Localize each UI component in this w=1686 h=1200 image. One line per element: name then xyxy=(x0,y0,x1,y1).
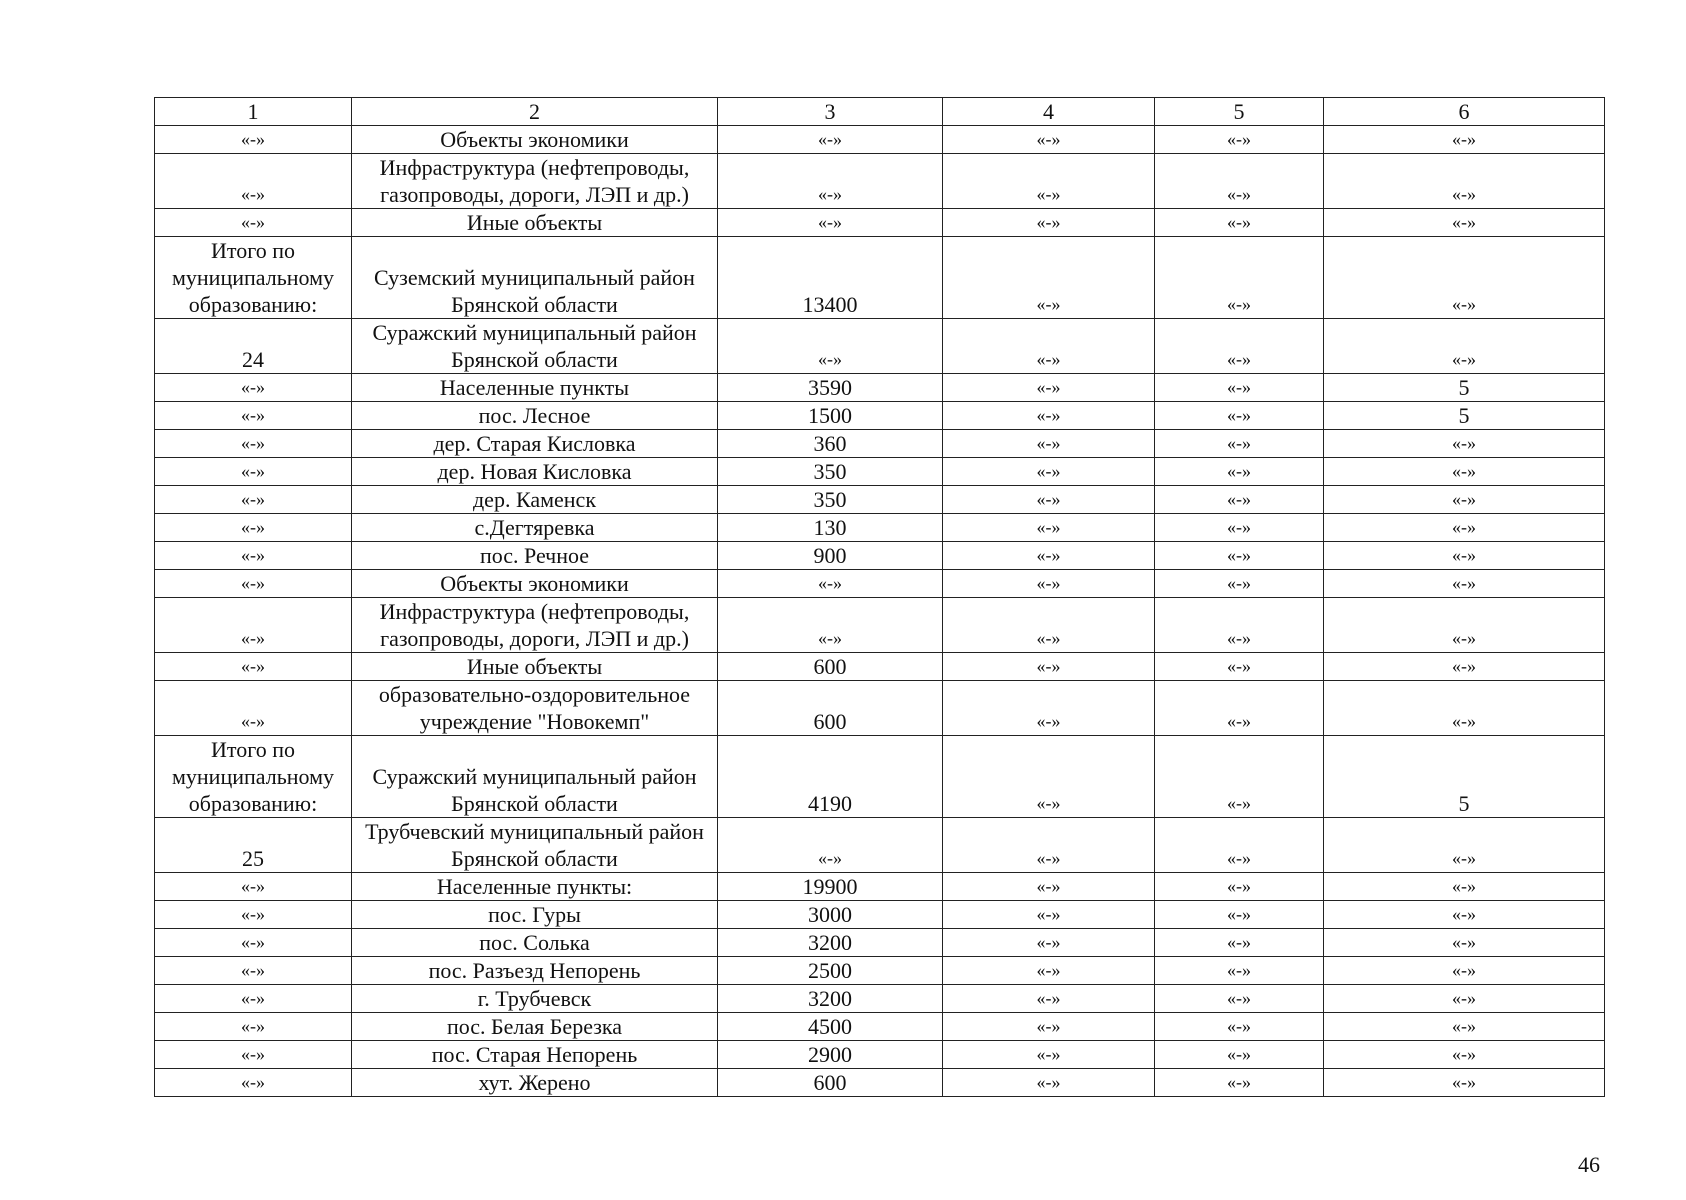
table-cell: 5 xyxy=(1324,402,1605,430)
table-cell: 2900 xyxy=(718,1041,943,1069)
table-row xyxy=(155,237,1605,319)
table-cell: «-» xyxy=(943,319,1155,374)
header-cell: 5 xyxy=(1155,98,1324,126)
header-row xyxy=(155,98,1605,126)
table-cell: «-» xyxy=(155,873,352,901)
table-cell: «-» xyxy=(1155,154,1324,209)
table-cell: дер. Каменск xyxy=(352,486,718,514)
table-cell: 600 xyxy=(718,681,943,736)
table-cell: «-» xyxy=(155,901,352,929)
table-cell: 4500 xyxy=(718,1013,943,1041)
table-cell: Иные объекты xyxy=(352,653,718,681)
header-cell: 6 xyxy=(1324,98,1605,126)
table-cell: 600 xyxy=(718,653,943,681)
table-cell: «-» xyxy=(1155,736,1324,818)
table-cell: пос. Солька xyxy=(352,929,718,957)
table-cell: «-» xyxy=(718,319,943,374)
table-cell: 3200 xyxy=(718,929,943,957)
table-cell: 4190 xyxy=(718,736,943,818)
table-cell: «-» xyxy=(1324,209,1605,237)
header-cell: 2 xyxy=(352,98,718,126)
table-cell: «-» xyxy=(1324,486,1605,514)
table-cell: «-» xyxy=(943,1013,1155,1041)
table-cell: «-» xyxy=(1324,570,1605,598)
table-cell: «-» xyxy=(1324,1041,1605,1069)
table-cell: пос. Гуры xyxy=(352,901,718,929)
table-cell: «-» xyxy=(155,1013,352,1041)
table-cell: «-» xyxy=(943,430,1155,458)
table-cell: «-» xyxy=(155,542,352,570)
table-row xyxy=(155,486,1605,514)
table-row xyxy=(155,901,1605,929)
table-cell: пос. Старая Непорень xyxy=(352,1041,718,1069)
table-cell: «-» xyxy=(1155,873,1324,901)
table-cell: 3200 xyxy=(718,985,943,1013)
table-cell: 5 xyxy=(1324,374,1605,402)
table-cell: «-» xyxy=(1324,319,1605,374)
table-cell: «-» xyxy=(1155,957,1324,985)
table-row xyxy=(155,1041,1605,1069)
table-cell: «-» xyxy=(943,237,1155,319)
table-cell: «-» xyxy=(943,209,1155,237)
table-cell: «-» xyxy=(155,486,352,514)
table-cell: «-» xyxy=(155,957,352,985)
table-cell: Итого по муниципальному образованию: xyxy=(155,736,352,818)
table-row xyxy=(155,514,1605,542)
table-row xyxy=(155,126,1605,154)
table-cell: «-» xyxy=(943,374,1155,402)
table-cell: «-» xyxy=(1155,901,1324,929)
table-cell: «-» xyxy=(943,929,1155,957)
table-row xyxy=(155,1069,1605,1097)
table-cell: Трубчевский муниципальный район Брянской области xyxy=(352,818,718,873)
table-cell: «-» xyxy=(1155,542,1324,570)
table-cell: «-» xyxy=(1155,126,1324,154)
table-cell: «-» xyxy=(155,458,352,486)
table-cell: Населенные пункты xyxy=(352,374,718,402)
table-cell: Объекты экономики xyxy=(352,126,718,154)
table-cell: «-» xyxy=(718,598,943,653)
table-cell: «-» xyxy=(155,1069,352,1097)
table-cell: дер. Старая Кисловка xyxy=(352,430,718,458)
table-cell: «-» xyxy=(1155,430,1324,458)
table-cell: «-» xyxy=(1155,985,1324,1013)
table-row xyxy=(155,1013,1605,1041)
table-cell: г. Трубчевск xyxy=(352,985,718,1013)
table-row xyxy=(155,374,1605,402)
header-cell: 1 xyxy=(155,98,352,126)
table-row xyxy=(155,319,1605,374)
table-cell: «-» xyxy=(943,486,1155,514)
table-row xyxy=(155,154,1605,209)
table-cell: «-» xyxy=(155,653,352,681)
table-cell: «-» xyxy=(718,209,943,237)
table-cell: «-» xyxy=(155,154,352,209)
table-row xyxy=(155,458,1605,486)
table-row xyxy=(155,681,1605,736)
table-cell: «-» xyxy=(943,957,1155,985)
table-cell: Населенные пункты: xyxy=(352,873,718,901)
table-cell: 3000 xyxy=(718,901,943,929)
table-cell: «-» xyxy=(1155,514,1324,542)
table-cell: 19900 xyxy=(718,873,943,901)
table-cell: «-» xyxy=(943,154,1155,209)
table-cell: 24 xyxy=(155,319,352,374)
table-cell: «-» xyxy=(943,570,1155,598)
table-cell: 13400 xyxy=(718,237,943,319)
page-number: 46 xyxy=(1578,1152,1600,1177)
table-cell: «-» xyxy=(718,570,943,598)
table-body xyxy=(155,98,1605,1097)
table-cell: «-» xyxy=(943,818,1155,873)
table-cell: образовательно-оздоровительное учреждение "Новокемп" xyxy=(352,681,718,736)
table-cell: «-» xyxy=(1155,1069,1324,1097)
header-cell: 3 xyxy=(718,98,943,126)
table-cell: «-» xyxy=(1155,598,1324,653)
table-cell: Инфраструктура (нефтепроводы, газопроводы, дороги, ЛЭП и др.) xyxy=(352,598,718,653)
table-cell: «-» xyxy=(155,598,352,653)
table-row xyxy=(155,929,1605,957)
table-cell: 5 xyxy=(1324,736,1605,818)
table-cell: «-» xyxy=(155,570,352,598)
table-cell: «-» xyxy=(155,514,352,542)
table-cell: пос. Разъезд Непорень xyxy=(352,957,718,985)
table-cell: Суражский муниципальный район Брянской области xyxy=(352,736,718,818)
table-cell: Объекты экономики xyxy=(352,570,718,598)
table-cell: «-» xyxy=(1324,957,1605,985)
table-cell: «-» xyxy=(1155,1041,1324,1069)
table-cell: «-» xyxy=(1324,873,1605,901)
table-row xyxy=(155,653,1605,681)
table-cell: «-» xyxy=(1155,458,1324,486)
table-cell: хут. Жерено xyxy=(352,1069,718,1097)
table-cell: «-» xyxy=(1324,1013,1605,1041)
table-cell: Итого по муниципальному образованию: xyxy=(155,237,352,319)
table-cell: пос. Белая Березка xyxy=(352,1013,718,1041)
table-cell: дер. Новая Кисловка xyxy=(352,458,718,486)
header-cell: 4 xyxy=(943,98,1155,126)
table-cell: 600 xyxy=(718,1069,943,1097)
table-cell: «-» xyxy=(1324,126,1605,154)
table-cell: Иные объекты xyxy=(352,209,718,237)
table-cell: «-» xyxy=(943,1069,1155,1097)
table-cell: «-» xyxy=(1155,486,1324,514)
table-cell: «-» xyxy=(943,873,1155,901)
table-cell: «-» xyxy=(1324,985,1605,1013)
table-cell: «-» xyxy=(1155,570,1324,598)
table-cell: «-» xyxy=(1324,653,1605,681)
table-cell: 3590 xyxy=(718,374,943,402)
table-row xyxy=(155,736,1605,818)
table-row xyxy=(155,985,1605,1013)
data-table xyxy=(154,97,1605,1097)
table-cell: «-» xyxy=(943,514,1155,542)
table-cell: «-» xyxy=(943,126,1155,154)
table-cell: «-» xyxy=(155,209,352,237)
table-cell: «-» xyxy=(943,653,1155,681)
table-cell: «-» xyxy=(1324,542,1605,570)
table-cell: «-» xyxy=(943,542,1155,570)
table-cell: «-» xyxy=(943,598,1155,653)
table-cell: «-» xyxy=(1324,818,1605,873)
table-cell: с.Дегтяревка xyxy=(352,514,718,542)
table-row xyxy=(155,598,1605,653)
table-cell: «-» xyxy=(1155,319,1324,374)
table-cell: «-» xyxy=(1324,458,1605,486)
table-cell: «-» xyxy=(1155,209,1324,237)
table-cell: «-» xyxy=(1155,818,1324,873)
table-cell: Суземский муниципальный район Брянской области xyxy=(352,237,718,319)
table-row xyxy=(155,542,1605,570)
table-cell: «-» xyxy=(155,985,352,1013)
table-cell: 360 xyxy=(718,430,943,458)
table-cell: «-» xyxy=(1155,653,1324,681)
table-cell: «-» xyxy=(155,374,352,402)
table-cell: Инфраструктура (нефтепроводы, газопроводы, дороги, ЛЭП и др.) xyxy=(352,154,718,209)
table-cell: пос. Лесное xyxy=(352,402,718,430)
table-cell: «-» xyxy=(943,458,1155,486)
table-cell: «-» xyxy=(1324,430,1605,458)
table-cell: «-» xyxy=(718,818,943,873)
table-cell: «-» xyxy=(1324,681,1605,736)
table-cell: «-» xyxy=(943,402,1155,430)
table-cell: 350 xyxy=(718,486,943,514)
table-cell: 350 xyxy=(718,458,943,486)
table-cell: «-» xyxy=(943,681,1155,736)
table-cell: «-» xyxy=(1324,929,1605,957)
table-cell: «-» xyxy=(943,1041,1155,1069)
table-cell: «-» xyxy=(943,901,1155,929)
table-cell: «-» xyxy=(155,681,352,736)
table-cell: «-» xyxy=(1155,237,1324,319)
table-cell: «-» xyxy=(155,126,352,154)
table-cell: «-» xyxy=(1324,598,1605,653)
table-row xyxy=(155,402,1605,430)
table-cell: 900 xyxy=(718,542,943,570)
table-cell: «-» xyxy=(1324,237,1605,319)
table-cell: «-» xyxy=(155,929,352,957)
table-cell: «-» xyxy=(155,402,352,430)
table-cell: 1500 xyxy=(718,402,943,430)
table-cell: «-» xyxy=(1155,374,1324,402)
table-cell: 25 xyxy=(155,818,352,873)
table-cell: Суражский муниципальный район Брянской области xyxy=(352,319,718,374)
table-cell: «-» xyxy=(718,126,943,154)
table-cell: «-» xyxy=(718,154,943,209)
table-cell: пос. Речное xyxy=(352,542,718,570)
table-row xyxy=(155,570,1605,598)
table-row xyxy=(155,957,1605,985)
table-cell: «-» xyxy=(155,1041,352,1069)
table-row xyxy=(155,209,1605,237)
table-cell: «-» xyxy=(1155,681,1324,736)
table-cell: «-» xyxy=(1155,929,1324,957)
table-cell: «-» xyxy=(943,736,1155,818)
table-cell: «-» xyxy=(1155,1013,1324,1041)
table-cell: «-» xyxy=(1324,1069,1605,1097)
table-cell: 130 xyxy=(718,514,943,542)
table-cell: «-» xyxy=(1324,901,1605,929)
table-cell: 2500 xyxy=(718,957,943,985)
table-cell: «-» xyxy=(1155,402,1324,430)
table-cell: «-» xyxy=(155,430,352,458)
table-cell: «-» xyxy=(1324,154,1605,209)
table-row xyxy=(155,430,1605,458)
table-row xyxy=(155,873,1605,901)
table-cell: «-» xyxy=(1324,514,1605,542)
table-row xyxy=(155,818,1605,873)
table-cell: «-» xyxy=(943,985,1155,1013)
